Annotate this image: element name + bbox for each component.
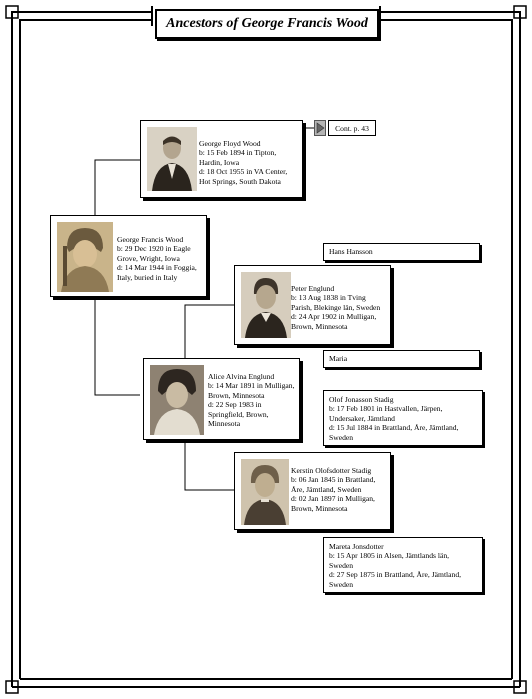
person-detail: Brown, Minnesota (208, 390, 265, 400)
continuation-arrow[interactable] (314, 120, 326, 136)
portrait-photo-icon (150, 365, 204, 435)
person-detail: b: 15 Apr 1805 in Alsen, Jämtlands län, (329, 551, 450, 561)
person-name: Hans Hansson (329, 247, 373, 256)
person-name: Olof Jonasson Stadig (329, 395, 394, 404)
person-detail: b: 13 Aug 1838 in Tving (291, 293, 366, 303)
person-name: Maria (329, 354, 348, 363)
portrait-photo-icon (241, 272, 291, 338)
person-detail: d: 02 Jan 1897 in Mulligan, (291, 494, 375, 504)
person-name: Peter Englund (291, 284, 335, 293)
play-arrow-icon (315, 121, 325, 135)
person-detail: Minnesota (208, 419, 241, 429)
person-card-peter-englund[interactable] (234, 265, 391, 345)
person-detail: b: 29 Dec 1920 in Eagle (117, 244, 191, 254)
person-detail: Brown, Minnesota (291, 321, 348, 331)
person-detail: Italy, buried in Italy (117, 272, 178, 282)
person-detail: Grove, Wright, Iowa (117, 253, 180, 263)
person-detail: d: 14 Mar 1944 in Foggia, (117, 263, 197, 273)
person-detail: Sweden (329, 432, 354, 442)
person-detail: Brown, Minnesota (291, 503, 348, 513)
person-detail: b: 06 Jan 1845 in Brattland, (291, 475, 376, 485)
continuation-link[interactable] (328, 120, 376, 136)
continuation-label: Cont. p. 43 (335, 123, 369, 133)
person-detail: b: 15 Feb 1894 in Tipton, (199, 148, 277, 158)
person-detail: b: 17 Feb 1801 in Hastvallen, Järpen, (329, 404, 443, 414)
person-name: Alice Alvina Englund (208, 372, 275, 381)
page-title: Ancestors of George Francis Wood (166, 16, 368, 31)
person-detail: b: 14 Mar 1891 in Mulligan, (208, 381, 295, 391)
person-detail: Sweden (329, 579, 354, 589)
person-card-george-floyd-wood[interactable] (140, 120, 303, 198)
person-name: George Francis Wood (117, 235, 184, 244)
portrait-photo-icon (57, 222, 113, 292)
person-detail: d: 27 Sep 1875 in Brattland, Åre, Jämtland, (329, 570, 462, 580)
person-detail: Hardin, Iowa (199, 157, 240, 167)
person-detail: Undersaker, Jämtland (329, 413, 395, 423)
person-name: Kerstin Olofsdotter Stadig (291, 466, 372, 475)
person-name: Mareta Jonsdotter (329, 542, 384, 551)
person-card-hans-hansson[interactable] (323, 243, 480, 261)
person-detail: d: 15 Jul 1884 in Brattland, Åre, Jämtland, (329, 423, 459, 433)
person-detail: d: 22 Sep 1983 in (208, 400, 262, 410)
person-card-kerstin-olofsdotter-stadig[interactable] (234, 452, 391, 530)
person-detail: Sweden (329, 560, 354, 570)
portrait-photo-icon (241, 459, 289, 525)
person-detail: d: 24 Apr 1902 in Mulligan, (291, 312, 377, 322)
person-card-maria[interactable] (323, 350, 480, 368)
person-card-mareta-jonsdotter[interactable] (323, 537, 483, 593)
person-detail: Springfield, Brown, (208, 409, 269, 419)
person-detail: Hot Springs, South Dakota (199, 176, 281, 186)
person-detail: d: 18 Oct 1955 in VA Center, (199, 167, 288, 177)
person-card-george-francis-wood[interactable] (50, 215, 207, 297)
person-card-alice-alvina-englund[interactable] (143, 358, 300, 440)
person-name: George Floyd Wood (199, 139, 261, 148)
person-card-olof-jonasson-stadig[interactable] (323, 390, 483, 446)
person-detail: Parish, Blekinge län, Sweden (291, 302, 381, 312)
portrait-photo-icon (147, 127, 197, 191)
person-detail: Åre, Jämtland, Sweden (291, 484, 362, 494)
